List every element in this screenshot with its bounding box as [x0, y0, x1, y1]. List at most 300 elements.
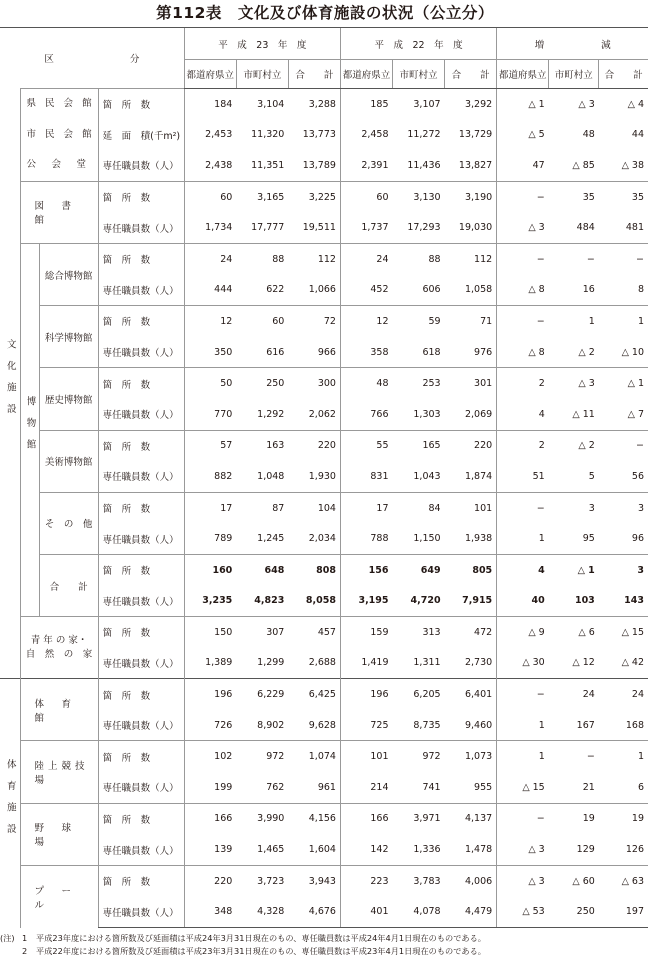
table-cell: 1,336 [413, 844, 441, 856]
header-total: 合 計 [288, 60, 340, 89]
metric-count: 箇 所 数 [98, 554, 184, 585]
table-row [0, 368, 648, 399]
table-cell: △ 8 [497, 275, 549, 306]
table-cell: 4,720 [410, 595, 441, 607]
table-cell: △ 7 [627, 408, 644, 420]
table-cell: 24 [340, 243, 392, 274]
table-cell: 17,293 [407, 222, 441, 234]
metric-count: 箇 所 数 [98, 865, 184, 896]
table-cell: 3,783 [393, 865, 445, 896]
table-cell: 184 [184, 89, 236, 120]
table-cell: 4,156 [288, 803, 340, 834]
metric-staff: 専任職員数（人） [98, 586, 184, 617]
table-row [0, 212, 648, 243]
table-cell: 307 [236, 617, 288, 648]
table-cell: 24 [599, 679, 648, 710]
table-cell: △ 10 [621, 346, 644, 358]
header-pref: 都道府県立 [184, 60, 236, 89]
table-cell: 1,245 [257, 533, 285, 545]
table-cell: 1 [497, 710, 549, 741]
table-cell: − [549, 741, 599, 772]
table-row [0, 306, 648, 337]
table-cell: 8,902 [257, 719, 285, 731]
table-cell: 24 [549, 679, 599, 710]
table-cell: △ 63 [599, 865, 648, 896]
table-cell: △ 1 [497, 89, 549, 120]
footnote-2: 2 平成22年度における箇所数及び延面積は平成23年3月31日現在のもの、専任職員数は平成23年4月1日現在のものである。 [22, 945, 486, 956]
table-cell: 165 [393, 430, 445, 461]
table-cell: △ 60 [549, 865, 599, 896]
table-cell: △ 4 [599, 89, 648, 120]
header-pref: 都道府県立 [340, 60, 392, 89]
table-cell: 35 [599, 181, 648, 212]
table-cell: 104 [288, 492, 340, 523]
table-cell: 95 [582, 533, 595, 545]
metric-staff: 専任職員数（人） [98, 834, 184, 865]
table-cell: 143 [624, 595, 644, 607]
table-cell: 13,789 [302, 159, 336, 171]
table-cell: 7,915 [462, 595, 493, 607]
table-cell: 1,734 [184, 212, 236, 243]
table-cell: 250 [236, 368, 288, 399]
group-halls [20, 89, 98, 182]
table-cell: 770 [184, 399, 236, 430]
table-cell: △ 15 [599, 617, 648, 648]
table-cell: 882 [184, 461, 236, 492]
table-cell: − [549, 243, 599, 274]
table-cell: 142 [340, 834, 392, 865]
table-cell: 348 [184, 896, 236, 927]
table-cell: 4,479 [445, 896, 497, 927]
table-cell: 1,938 [464, 533, 493, 545]
table-cell: 101 [340, 741, 392, 772]
table-cell: 55 [340, 430, 392, 461]
table-cell: 6,401 [445, 679, 497, 710]
group-hall-c: 公 会 堂 [26, 159, 90, 171]
table-cell: 12 [184, 306, 236, 337]
table-cell: 13,773 [302, 129, 336, 141]
metric-staff: 専任職員数（人） [98, 399, 184, 430]
table-cell: △ 8 [497, 337, 549, 368]
table-cell: 1 [497, 523, 549, 554]
table-cell: △ 1 [549, 554, 599, 585]
table-cell: 196 [340, 679, 392, 710]
table-cell: 762 [266, 781, 285, 793]
table-cell: 150 [184, 617, 236, 648]
table-cell: 2,438 [184, 150, 236, 181]
group-general-museum: 総合博物館 [39, 243, 98, 305]
table-cell: 13,729 [458, 129, 493, 141]
table-cell: 955 [474, 781, 493, 793]
table-row [0, 275, 648, 306]
table-cell: 185 [340, 89, 392, 120]
table-row [0, 772, 648, 803]
table-cell: 2,730 [464, 657, 493, 669]
metric-count: 箇 所 数 [98, 89, 184, 120]
table-cell: 1,604 [308, 844, 336, 856]
table-cell: 1,478 [464, 844, 493, 856]
table-cell: 3,235 [184, 586, 236, 617]
table-row [0, 120, 648, 151]
table-cell: 1,465 [257, 844, 285, 856]
table-cell: 250 [549, 896, 599, 927]
metric-count: 箇 所 数 [98, 679, 184, 710]
table-cell: 56 [631, 470, 644, 482]
table-cell: 47 [497, 150, 549, 181]
table-cell: 648 [236, 554, 288, 585]
table-row [0, 834, 648, 865]
metric-count: 箇 所 数 [98, 617, 184, 648]
table-cell: 96 [631, 533, 644, 545]
table-cell: − [497, 306, 549, 337]
table-cell: 4,823 [254, 595, 285, 607]
table-cell: 3,292 [445, 89, 497, 120]
header-total: 合 計 [599, 60, 648, 89]
table-cell: 741 [422, 781, 441, 793]
table-cell: 457 [288, 617, 340, 648]
section-culture: 文化施設 [4, 338, 16, 425]
table-cell: 972 [236, 741, 288, 772]
metric-count: 箇 所 数 [98, 243, 184, 274]
table-cell: 11,351 [251, 159, 285, 171]
table-cell: 444 [184, 275, 236, 306]
table-cell: 220 [445, 430, 497, 461]
table-cell: △ 53 [497, 896, 549, 927]
table-cell: 1 [599, 306, 648, 337]
table-cell: 126 [625, 844, 644, 856]
table-cell: 159 [340, 617, 392, 648]
table-cell: 788 [340, 523, 392, 554]
metric-count: 箇 所 数 [98, 430, 184, 461]
table-cell: 972 [393, 741, 445, 772]
table-cell: 961 [317, 781, 336, 793]
table-cell: 3,104 [236, 89, 288, 120]
table-cell: 4,137 [445, 803, 497, 834]
group-history-museum: 歴史博物館 [39, 368, 98, 430]
table-cell: 19 [599, 803, 648, 834]
table-cell: − [497, 679, 549, 710]
metric-staff: 専任職員数（人） [98, 772, 184, 803]
table-cell: 2,062 [308, 408, 336, 420]
table-cell: 3,195 [340, 586, 392, 617]
footnote-1: (注) 1 平成23年度における箇所数及び延面積は平成24年3月31日現在のもの、専任職員数は平成24年4月1日現在のものである。 [0, 933, 486, 943]
table-cell: 725 [340, 710, 392, 741]
table-cell: 214 [340, 772, 392, 803]
table-cell: 1,737 [340, 212, 392, 243]
table-cell: 2 [497, 430, 549, 461]
metric-count: 箇 所 数 [98, 492, 184, 523]
table-cell: 4 [497, 554, 549, 585]
metric-staff: 専任職員数（人） [98, 896, 184, 927]
table-cell: 622 [266, 284, 285, 296]
table-cell: 966 [317, 346, 336, 358]
table-cell: − [497, 243, 549, 274]
table-cell: △ 9 [497, 617, 549, 648]
header-muni: 市町村立 [393, 60, 445, 89]
table-cell: 12 [340, 306, 392, 337]
table-cell: 1 [497, 741, 549, 772]
table-cell: 4,676 [288, 896, 340, 927]
footnotes [0, 932, 650, 957]
table-cell: 199 [184, 772, 236, 803]
table-cell: 48 [582, 129, 595, 141]
table-cell: 726 [184, 710, 236, 741]
table-cell: 2,453 [184, 120, 236, 151]
table-cell: 2,391 [340, 150, 392, 181]
table-cell: 1,930 [308, 470, 336, 482]
table-row [0, 523, 648, 554]
group-library: 図 書 館 [20, 181, 98, 243]
table-cell: 2,458 [340, 120, 392, 151]
table-cell: 3,190 [445, 181, 497, 212]
group-subtotal: 合 計 [39, 554, 98, 616]
table-cell: △ 15 [497, 772, 549, 803]
table-cell: 168 [625, 719, 644, 731]
table-cell: 17 [340, 492, 392, 523]
header-h22: 平 成 22 年 度 [340, 28, 496, 60]
table-cell: 472 [445, 617, 497, 648]
table-row [0, 710, 648, 741]
table-cell: 2,069 [464, 408, 493, 420]
table-cell: 72 [288, 306, 340, 337]
metric-count: 箇 所 数 [98, 368, 184, 399]
table-cell: 112 [288, 243, 340, 274]
table-cell: 6,229 [236, 679, 288, 710]
table-cell: 4,328 [236, 896, 288, 927]
table-row [0, 89, 648, 120]
table-cell: 3 [599, 492, 648, 523]
table-row [0, 803, 648, 834]
table-cell: 2,688 [308, 657, 336, 669]
table-cell: 3 [549, 492, 599, 523]
table-cell: 220 [184, 865, 236, 896]
table-cell: 766 [340, 399, 392, 430]
table-cell: 3,971 [393, 803, 445, 834]
table-cell: 484 [576, 222, 595, 234]
group-other: そ の 他 [39, 492, 98, 554]
table-cell: 8,058 [305, 595, 336, 607]
table-row [0, 150, 648, 181]
table-row [0, 492, 648, 523]
metric-area: 延 面 積(千m²) [98, 120, 184, 151]
table-cell: 84 [393, 492, 445, 523]
table-cell: 196 [184, 679, 236, 710]
table-cell: 1,299 [257, 657, 285, 669]
table-cell: 1,073 [445, 741, 497, 772]
group-hall-a: 県 民 会 館 [26, 98, 95, 109]
table-cell: 40 [497, 586, 549, 617]
metric-staff: 専任職員数（人） [98, 523, 184, 554]
header-muni: 市町村立 [549, 60, 599, 89]
table-row [0, 430, 648, 461]
table-cell: 60 [236, 306, 288, 337]
table-row [0, 648, 648, 679]
table-cell: 88 [393, 243, 445, 274]
table-cell: 1,048 [257, 470, 285, 482]
table-cell: 831 [340, 461, 392, 492]
table-cell: 51 [497, 461, 549, 492]
table-cell: 166 [184, 803, 236, 834]
table-cell: 1,058 [464, 284, 493, 296]
table-cell: 167 [576, 719, 595, 731]
table-cell: 616 [266, 346, 285, 358]
metric-staff: 専任職員数（人） [98, 710, 184, 741]
table-cell: △ 11 [572, 408, 595, 420]
table-cell: 160 [184, 554, 236, 585]
table-cell: 606 [422, 284, 441, 296]
metric-count: 箇 所 数 [98, 741, 184, 772]
table-cell: 1,292 [257, 408, 285, 420]
table-cell: △ 85 [572, 159, 595, 171]
table-cell: △ 6 [549, 617, 599, 648]
table-cell: 300 [288, 368, 340, 399]
group-gym: 体 育 館 [20, 679, 98, 741]
table-cell: 13,827 [458, 159, 493, 171]
table-cell: 11,320 [251, 129, 285, 141]
table-cell: △ 3 [497, 865, 549, 896]
table-cell: 1,303 [413, 408, 441, 420]
table-cell: 88 [236, 243, 288, 274]
table-cell: 1,150 [413, 533, 441, 545]
metric-count: 箇 所 数 [98, 306, 184, 337]
table-cell: 21 [582, 781, 595, 793]
table-cell: 1,311 [413, 657, 441, 669]
group-pool: プ ー ル [20, 865, 98, 927]
table-cell: 3,943 [288, 865, 340, 896]
footnote-label: (注) [0, 933, 15, 943]
table-cell: △ 38 [621, 159, 644, 171]
table-cell: 3,165 [236, 181, 288, 212]
table-cell: 19,511 [302, 222, 336, 234]
table-cell: 11,272 [407, 129, 441, 141]
table-row [0, 741, 648, 772]
table-cell: 452 [340, 275, 392, 306]
table-cell: 4,006 [445, 865, 497, 896]
table-cell: 401 [340, 896, 392, 927]
table-cell: 4 [497, 399, 549, 430]
table-cell: 35 [549, 181, 599, 212]
table-row [0, 554, 648, 585]
table-cell: △ 3 [497, 834, 549, 865]
group-hall-b: 市 民 会 館 [26, 128, 95, 140]
metric-staff: 専任職員数（人） [98, 275, 184, 306]
table-cell: 6 [637, 781, 644, 793]
header-division: 区 分 [0, 28, 184, 89]
table-cell: 1,043 [413, 470, 441, 482]
table-cell: 156 [340, 554, 392, 585]
table-row [0, 896, 648, 927]
table-row [0, 399, 648, 430]
table-cell: △ 30 [497, 648, 549, 679]
header-muni: 市町村立 [236, 60, 288, 89]
table-cell: 71 [445, 306, 497, 337]
section-museum: 博物館 [20, 243, 39, 616]
table-cell: 3,225 [288, 181, 340, 212]
table-cell: 3,130 [393, 181, 445, 212]
header-diff: 増 減 [497, 28, 648, 60]
table-cell: 8,735 [413, 719, 441, 731]
metric-staff: 専任職員数（人） [98, 212, 184, 243]
table-cell: 350 [184, 337, 236, 368]
table-cell: 16 [582, 284, 595, 296]
table-cell: 166 [340, 803, 392, 834]
table-cell: 223 [340, 865, 392, 896]
page-title: 第112表 文化及び体育施設の状況（公立分） [156, 4, 494, 22]
table-row [0, 679, 648, 710]
table-cell: 1,389 [184, 648, 236, 679]
table-cell: △ 3 [497, 212, 549, 243]
table-cell: 103 [574, 595, 595, 607]
table-cell: 2,034 [308, 533, 336, 545]
table-cell: 1 [599, 741, 648, 772]
table-cell: 50 [184, 368, 236, 399]
table-cell: − [497, 181, 549, 212]
table-cell: 129 [576, 844, 595, 856]
table-cell: 1,074 [288, 741, 340, 772]
table-cell: 5 [588, 470, 595, 482]
table-cell: − [599, 430, 648, 461]
table-cell: 163 [236, 430, 288, 461]
table-cell: 59 [393, 306, 445, 337]
table-cell: 11,436 [407, 159, 441, 171]
metric-count: 箇 所 数 [98, 803, 184, 834]
table-cell: 60 [340, 181, 392, 212]
metric-staff: 専任職員数（人） [98, 648, 184, 679]
table-cell: 8 [637, 284, 644, 296]
table-cell: 481 [625, 222, 644, 234]
table-cell: 3,723 [236, 865, 288, 896]
table-cell: 1,419 [340, 648, 392, 679]
header-pref: 都道府県立 [497, 60, 549, 89]
metric-staff: 専任職員数（人） [98, 461, 184, 492]
table-cell: 102 [184, 741, 236, 772]
table-cell: 57 [184, 430, 236, 461]
table-cell: △ 42 [621, 657, 644, 669]
table-cell: 976 [474, 346, 493, 358]
table-row [0, 617, 648, 648]
table-row [0, 181, 648, 212]
table-cell: 3,107 [393, 89, 445, 120]
table-row [0, 865, 648, 896]
table-cell: 789 [184, 523, 236, 554]
group-track: 陸上競技場 [20, 741, 98, 803]
table-cell: △ 3 [549, 89, 599, 120]
table-cell: 139 [184, 834, 236, 865]
table-cell: 3,288 [288, 89, 340, 120]
table-cell: − [497, 492, 549, 523]
table-cell: 9,628 [308, 719, 336, 731]
table-cell: 805 [445, 554, 497, 585]
section-sports: 体育施設 [0, 679, 20, 928]
group-art-museum: 美術博物館 [39, 430, 98, 492]
table-row [0, 461, 648, 492]
table-cell: 1,874 [464, 470, 493, 482]
group-baseball: 野 球 場 [20, 803, 98, 865]
table-cell: 649 [393, 554, 445, 585]
table-cell: 618 [422, 346, 441, 358]
table-cell: △ 1 [599, 368, 648, 399]
table-cell: △ 12 [572, 657, 595, 669]
table-cell: 112 [445, 243, 497, 274]
table-cell: 301 [445, 368, 497, 399]
table-cell: 19,030 [458, 222, 493, 234]
header-h23: 平 成 23 年 度 [184, 28, 340, 60]
header-total: 合 計 [445, 60, 497, 89]
table-row [0, 243, 648, 274]
table-row [0, 586, 648, 617]
table-cell: 1 [549, 306, 599, 337]
table-cell: 2 [497, 368, 549, 399]
